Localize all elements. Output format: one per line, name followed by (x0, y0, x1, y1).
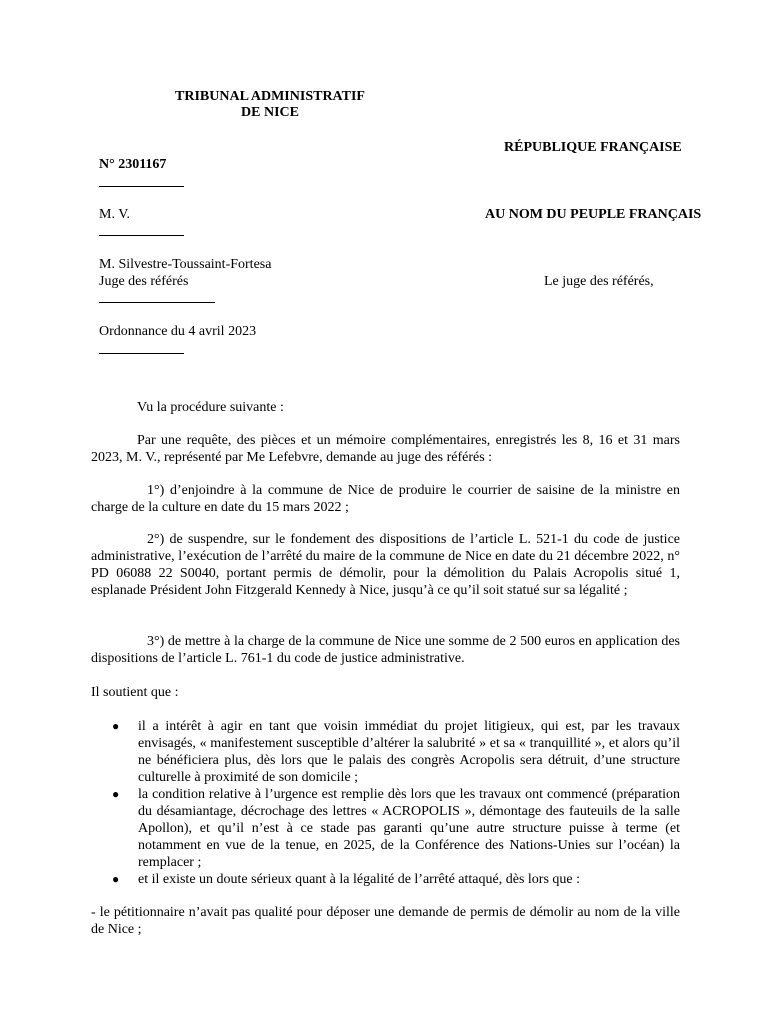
list-item-text: et il existe un doute sérieux quant à la légalité de l’arrêté attaqué, dès lors que : (138, 872, 580, 887)
judge-name: M. Silvestre-Toussaint-Fortesa (99, 257, 272, 272)
people-heading: AU NOM DU PEUPLE FRANÇAIS (485, 207, 702, 222)
arguments-intro: Il soutient que : (91, 685, 179, 700)
list-item (91, 871, 680, 888)
republic-heading: RÉPUBLIQUE FRANÇAISE (504, 140, 682, 155)
list-item-text: la condition relative à l’urgence est remplie dès lors que les travaux ont commencé (préparation du désamiantage, décrochage des lettres « ACROPOLIS », démontage des fauteuils de la salle Apollon), et qu’il n’est à ce stade pas garanti qu’une autre structure puisse à terme (et notamment en vue de la tenue, en 2025, de la Conférence des Nations-Unies sur l’océan) la remplacer ; (138, 787, 680, 870)
judge-heading: Le juge des référés, (544, 274, 654, 289)
judge-role: Juge des référés (99, 274, 189, 289)
order-date: Ordonnance du 4 avril 2023 (99, 324, 257, 339)
separator-line (99, 302, 215, 303)
court-name-line1: TRIBUNAL ADMINISTRATIF (175, 89, 365, 104)
request-paragraph: Par une requête, des pièces et un mémoire complémentaires, enregistrés les 8, 16 et 31 mars 2023, M. V., représenté par Me Lefebvre, demande au juge des référés : (91, 433, 680, 465)
separator-line (99, 235, 184, 236)
court-name-line2: DE NICE (241, 105, 299, 120)
party-name: M. V. (99, 207, 131, 222)
separator-line (99, 186, 184, 187)
claim-2-paragraph: 2°) de suspendre, sur le fondement des dispositions de l’article L. 521-1 du code de justice administrative, l’exécution de l’arrêté du maire de la commune de Nice en date du 21 décembre 2022, n° PD 06088 22 S0040, portant permis de démolir, pour la démolition du Palais Acropolis situé 1, esplanade Président John Fitzgerald Kennedy à Nice, jusqu’à ce qu’il soit statué sur sa légalité ; (91, 532, 680, 598)
list-item-text: il a intérêt à agir en tant que voisin immédiat du projet litigieux, qui est, par les travaux envisagés, « manifestement susceptible d’altérer la salubrité » et sa « tranquillité », et alors qu’il ne bénéficiera plus, dès lors que le palais des congrès Acropolis sera détruit, d’une structure culturelle à proximité de son domicile ; (138, 719, 680, 785)
final-paragraph: - le pétitionnaire n’avait pas qualité pour déposer une demande de permis de démolir au nom de la ville de Nice ; (91, 905, 680, 937)
list-item (91, 786, 680, 871)
list-item (91, 718, 680, 786)
bullet-icon: ● (112, 872, 120, 886)
arguments-list (91, 718, 680, 888)
bullet-icon: ● (112, 787, 120, 801)
separator-line (99, 353, 184, 354)
bullet-icon: ● (112, 719, 120, 733)
claim-3-paragraph: 3°) de mettre à la charge de la commune de Nice une somme de 2 500 euros en application des dispositions de l’article L. 761-1 du code de justice administrative. (91, 634, 680, 666)
procedure-intro: Vu la procédure suivante : (137, 400, 284, 415)
claim-1-paragraph: 1°) d’enjoindre à la commune de Nice de produire le courrier de saisine de la ministre en charge de la culture en date du 15 mars 2022 ; (91, 483, 680, 515)
case-number: N° 2301167 (99, 157, 167, 172)
